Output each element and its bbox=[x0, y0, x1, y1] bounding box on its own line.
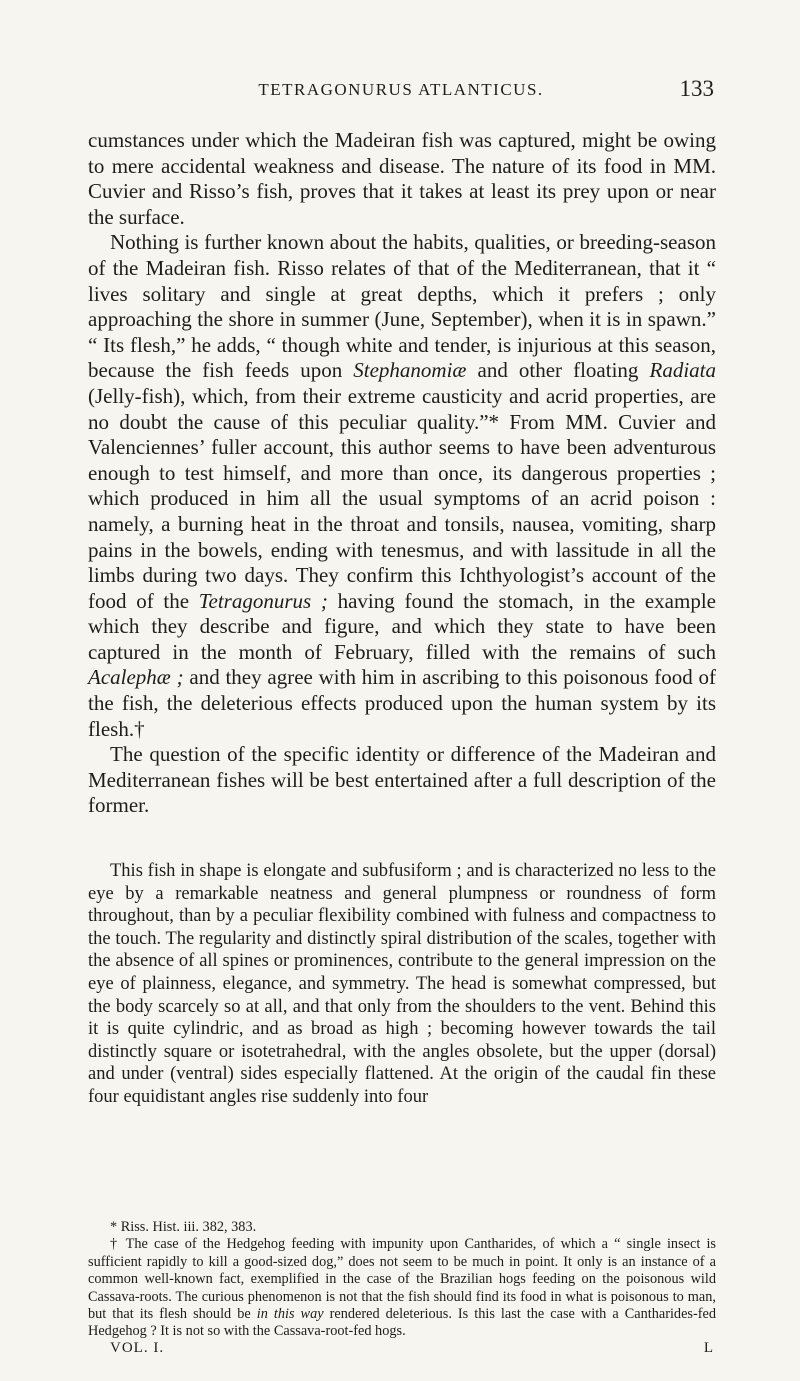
text-run: and they agree with him in ascribing to this poisonous food of the fish, the deleterious effects produced upon the human system by its flesh.† bbox=[88, 665, 716, 741]
italic-genus: Stephanomiæ bbox=[353, 358, 467, 383]
text-run: (Jelly-fish), which, from their extreme causticity and acrid properties, are no doubt the cause of this peculiar quality.”* From MM. Cuvier and Valenciennes’ fuller account, this author seems to have been adventurous enough to test himself, and more than once, its dangerous properties ; which produced in him all the usual symptoms of an acrid poison : namely, a burning heat in the throat and tonsils, nausea, vomiting, sharp pains in the bowels, ending with tenesmus, and with lassitude in all the limbs during two days. They confirm this Ichthyologist’s account of the food of the bbox=[88, 383, 716, 613]
italic-taxon: Radiata bbox=[649, 358, 716, 383]
text-run: cumstances under which the Madeiran fish was captured, might be owing to mere accidental weakness and disease. The nature of its food in MM. Cuvier and Risso’s fish, proves that it takes at least its prey upon or near the surface. bbox=[88, 128, 716, 229]
text-run: and other floating bbox=[466, 358, 650, 383]
italic-taxon: Acalephæ ; bbox=[88, 665, 184, 690]
italic-genus: Tetragonurus ; bbox=[198, 588, 328, 613]
running-head bbox=[88, 76, 714, 104]
paragraph-continuation bbox=[88, 128, 716, 230]
text-run: having found the stomach, in the example which they describe and figure, and which they state to have been captured in the month of February, filled with the remains of such bbox=[88, 588, 716, 664]
running-title: TETRAGONURUS ATLANTICUS. bbox=[258, 80, 544, 99]
italic-phrase: in this way bbox=[256, 1306, 324, 1323]
paragraph-habits bbox=[88, 230, 716, 742]
signature-line bbox=[110, 1340, 714, 1360]
description-text bbox=[88, 860, 716, 1109]
main-text bbox=[88, 128, 716, 819]
text-run: Nothing is further known about the habits, qualities, or breeding-season of the Madeiran fish. Risso relates of that of the Mediterranean, that it “ lives solitary and single at great depths, which it prefers ; only approaching the shore in summer (June, September), when it is in spawn.” “ Its flesh,” he adds, “ though white and tender, is injurious at this season, because the fish feeds upon bbox=[88, 230, 716, 383]
footnote-2 bbox=[88, 1236, 716, 1340]
text-run: The question of the specific identity or difference of the Madeiran and Mediterranean fishes will be best entertained after a full description of the former. bbox=[88, 742, 716, 818]
page-number: 133 bbox=[679, 76, 714, 101]
signature-mark: L bbox=[703, 1340, 714, 1356]
text-run: † The case of the Hedgehog feeding with impunity upon Cantharides, of which a “ single insect is sufficient rapidly to kill a good-sized dog,” does not seem to be much in point. It only is an instance of a common well-known fact, exemplified in the case of the Brazilian hogs feeding on the poisonous wild Cassava-roots. The curious phenomenon is not that the fish should find its food in what is poisonous to man, but that its flesh should be bbox=[88, 1236, 716, 1323]
paragraph-description: This fish in shape is elongate and subfusiform ; and is characterized no less to the eye by a remarkable neatness and general plumpness or roundness of form throughout, than by a peculiar flexibility combined with fulness and compactness to the touch. The regularity and distinctly spiral distribution of the scales, together with the absence of all spines or prominences, contribute to the general impression on the eye of plainness, elegance, and symmetry. The head is somewhat compressed, but the body scarcely so at all, and that only from the shoulders to the vent. Behind this it is quite cylindric, and as broad as high ; becoming however towards the tail distinctly square or isotetrahedral, with the angles obsolete, but the upper (dorsal) and under (ventral) sides especially flattened. At the origin of the caudal fin these four equidistant angles rise suddenly into four bbox=[88, 861, 716, 1107]
footnote-1: * Riss. Hist. iii. 382, 383. bbox=[110, 1219, 257, 1235]
volume-label: VOL. I. bbox=[110, 1340, 165, 1356]
paragraph-question bbox=[88, 742, 716, 819]
text-run: rendered deleterious. Is this last the case with a Cantharides-fed Hedgehog ? It is not so with the Cassava-root-fed hogs. bbox=[88, 1306, 717, 1340]
footnotes bbox=[88, 1219, 716, 1341]
